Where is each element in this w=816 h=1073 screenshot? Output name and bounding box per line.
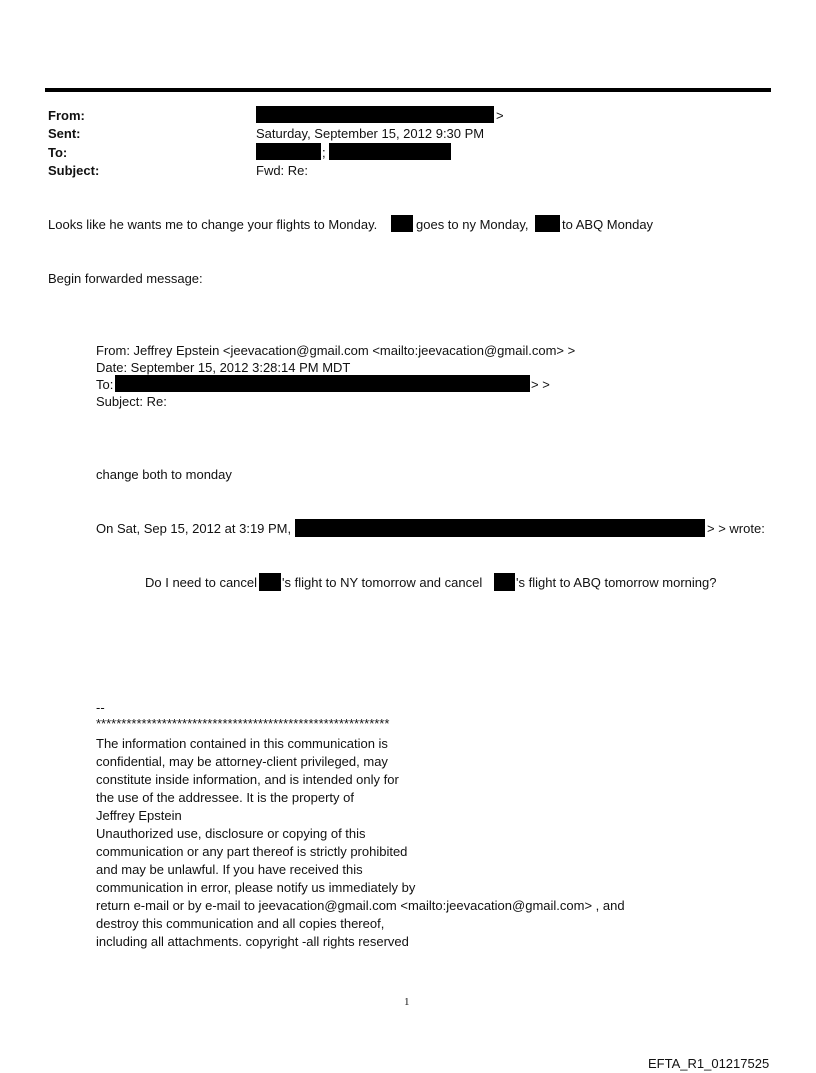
begin-forwarded: Begin forwarded message: [48, 271, 203, 286]
to-separator: ; [322, 145, 326, 160]
disclaimer-line: Jeffrey Epstein [96, 808, 182, 823]
sent-label: Sent: [48, 126, 81, 141]
quote-c: 's flight to ABQ tomorrow morning? [516, 575, 717, 590]
redaction-name-2 [535, 215, 560, 232]
redaction-to-2 [329, 143, 451, 160]
redaction-fwd-sender [295, 519, 705, 537]
disclaimer-line: including all attachments. copyright -all rights reserved [96, 934, 409, 949]
disclaimer-line: communication or any part thereof is strictly prohibited [96, 844, 408, 859]
redaction-quote-1 [259, 573, 281, 591]
disclaimer-line: the use of the addressee. It is the property of [96, 790, 354, 805]
disclaimer-line: return e-mail or by e-mail to jeevacation@gmail.com <mailto:jeevacation@gmail.com> , and [96, 898, 625, 913]
body-line1-a: Looks like he wants me to change your flights to Monday. [48, 217, 378, 232]
body-line1-c: to ABQ Monday [562, 217, 654, 232]
fwd-to-suffix: > > [531, 377, 550, 392]
disclaimer-line: constitute inside information, and is intended only for [96, 772, 399, 787]
quote-a: Do I need to cancel [145, 575, 258, 590]
subject-value: Fwd: Re: [256, 163, 309, 178]
disclaimer-line: destroy this communication and all copies thereof, [96, 916, 385, 931]
fwd-to-prefix: To: [96, 377, 114, 392]
redaction-fwd-to [115, 375, 530, 392]
quote-b: 's flight to NY tomorrow and cancel [282, 575, 483, 590]
disclaimer-line: and may be unlawful. If you have received this [96, 862, 363, 877]
disclaimer-line: Unauthorized use, disclosure or copying of this [96, 826, 366, 841]
redaction-to-1 [256, 143, 321, 160]
from-suffix: > [496, 108, 504, 123]
redaction-from [256, 106, 494, 123]
to-label: To: [48, 145, 68, 160]
header-rule [45, 88, 771, 92]
redaction-quote-2 [494, 573, 515, 591]
disclaimer-stars: ********************************************************** [96, 716, 390, 731]
fwd-date-line: Date: September 15, 2012 3:28:14 PM MDT [96, 360, 351, 375]
disclaimer-line: The information contained in this communication is [96, 736, 388, 751]
bates-number: EFTA_R1_01217525 [648, 1056, 770, 1071]
disclaimer-line: communication in error, please notify us immediately by [96, 880, 416, 895]
from-label: From: [48, 108, 85, 123]
fwd-from-line: From: Jeffrey Epstein <jeevacation@gmail.com <mailto:jeevacation@gmail.com> > [96, 343, 576, 358]
disclaimer-dashes: -- [96, 700, 105, 715]
sent-value: Saturday, September 15, 2012 9:30 PM [256, 126, 485, 141]
fwd-on-prefix: On Sat, Sep 15, 2012 at 3:19 PM, [96, 521, 292, 536]
body-line1-b: goes to ny Monday, [416, 217, 529, 232]
redaction-name-1 [391, 215, 413, 232]
disclaimer-line: confidential, may be attorney-client privileged, may [96, 754, 388, 769]
subject-label: Subject: [48, 163, 100, 178]
fwd-reply: change both to monday [96, 467, 232, 482]
fwd-on-suffix: > > wrote: [707, 521, 765, 536]
fwd-subject-line: Subject: Re: [96, 394, 167, 409]
page-number: 1 [404, 996, 410, 1008]
